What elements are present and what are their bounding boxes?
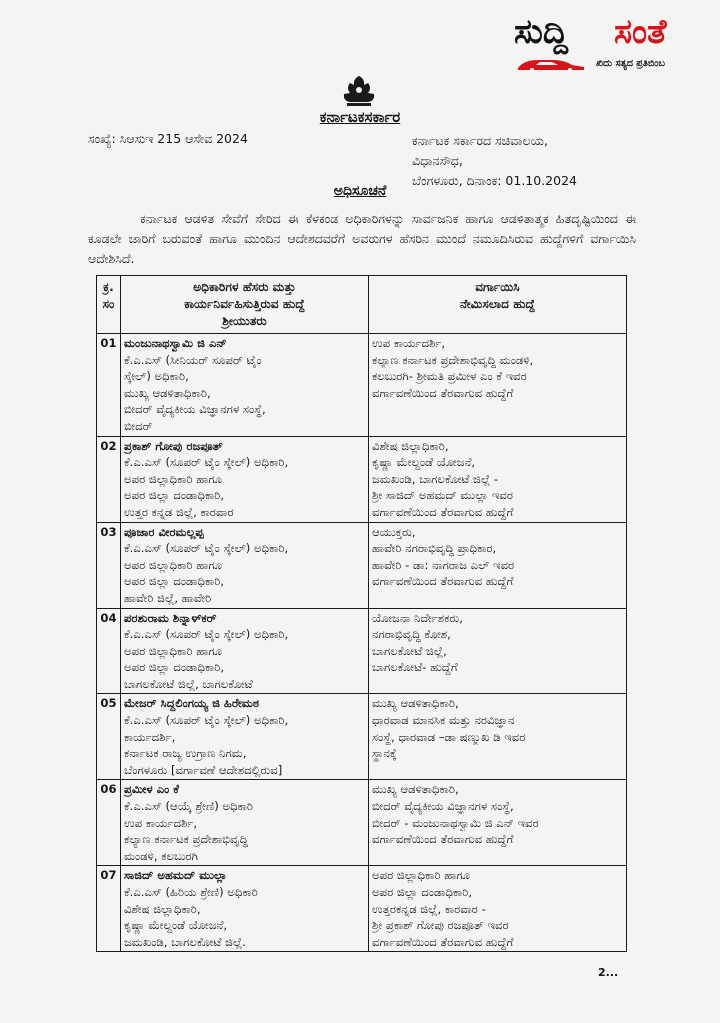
address-line: ಬೆಂಗಳೂರು, ದಿನಾಂಕ: 01.10.2024 <box>412 173 577 188</box>
new-posting <box>369 608 627 694</box>
header-new-posting: ವರ್ಗಾಯಿಸಿ ನೇಮಿಸಲಾದ ಹುದ್ದೆ <box>369 276 627 334</box>
new-posting-line: ಬೀದರ್ - ಮಂಜುನಾಥಸ್ವಾಮಿ ಜಿ ಎನ್ ಇವರ <box>372 815 539 830</box>
secretariat-address <box>412 131 577 191</box>
table-row <box>97 866 627 952</box>
officer-current-post <box>121 436 369 522</box>
government-title: ಕರ್ನಾಟಕಸರ್ಕಾರ <box>319 108 401 126</box>
current-post-line: ಬೀದರ್ <box>124 418 153 433</box>
current-post-line: ಕರ್ನಾಟಕ ರಾಜ್ಯ ಉಗ್ರಾಣ ನಿಗಮ, <box>124 746 247 761</box>
new-posting-line: ನಗರಾಭಿವೃದ್ಧಿ ಕೋಶ, <box>372 627 451 642</box>
current-post-line: ಅಪರ ಜಿಲ್ಲಾಧಿಕಾರಿ ಹಾಗೂ <box>124 557 223 572</box>
current-post-line: ಅಪರ ಜಿಲ್ಲಾಧಿಕಾರಿ ಹಾಗೂ <box>124 471 223 486</box>
state-emblem-icon <box>338 74 380 108</box>
current-post-line: ಕೆ.ಎ.ಎಸ್ (ಸೂಪರ್ ಟೈಂ ಸ್ಕೇಲ್) ಅಧಿಕಾರಿ, <box>124 627 289 642</box>
table-body <box>97 334 627 952</box>
current-post-line: ಕಾರ್ಯದರ್ಶಿ, <box>124 729 176 744</box>
table-row <box>97 694 627 780</box>
serial-number: 07 <box>97 866 121 952</box>
new-posting-line: ಧಾರವಾಡ ಮಾನಸಿಕ ಮತ್ತು ನರವಿಜ್ಞಾನ <box>372 713 515 728</box>
new-posting-line: ಮುಖ್ಯ ಆಡಳಿತಾಧಿಕಾರಿ, <box>372 696 459 711</box>
current-post-line: ಉತ್ತರ ಕನ್ನಡ ಜಿಲ್ಲೆ, ಕಾರವಾರ <box>124 504 234 519</box>
new-posting-line: ಕಲಬುರಗಿ- ಶ್ರೀಮತಿ ಪ್ರಮೀಳ ಎಂ ಕೆ ಇವರ <box>372 369 527 384</box>
new-posting-line: ಬಾಗಲಕೋಟೆ- ಹುದ್ದೆಗೆ <box>372 660 458 675</box>
current-post-line: ಕೆ.ಎ.ಎಸ್ (ಸೂಪರ್ ಟೈಂ ಸ್ಕೇಲ್) ಅಧಿಕಾರಿ, <box>124 713 289 728</box>
current-post-line: ಬಾಗಲಕೋಟೆ ಜಿಲ್ಲೆ, ಬಾಗಲಕೋಟೆ <box>124 676 253 691</box>
table-row <box>97 334 627 437</box>
new-posting-line: ಬೀದರ್ ವೈದ್ಯಕೀಯ ವಿಜ್ಞಾನಗಳ ಸಂಸ್ಥೆ, <box>372 799 514 814</box>
current-post-line: ಅಪರ ಜಿಲ್ಲಾ ದಂಡಾಧಿಕಾರಿ, <box>124 574 225 589</box>
current-post-line: ಅಪರ ಜಿಲ್ಲಾ ದಂಡಾಧಿಕಾರಿ, <box>124 660 225 675</box>
new-posting-line: ಹಾವೇರಿ ನಗರಾಭಿವೃದ್ಧಿ ಪ್ರಾಧಿಕಾರ, <box>372 541 497 556</box>
logo-word-2: ಸಂತೆ <box>614 12 667 52</box>
new-posting-line: ಸಂಸ್ಥೆ, ಧಾರವಾಡ –ಡಾ ಷಣ್ಮುಖ ಡಿ ಇವರ <box>372 729 526 744</box>
table-row <box>97 780 627 866</box>
new-posting-line: ವರ್ಗಾವಣೆಯಿಂದ ತೆರವಾಗುವ ಹುದ್ದೆಗೆ <box>372 934 514 949</box>
serial-number: 06 <box>97 780 121 866</box>
table-row <box>97 608 627 694</box>
new-posting-line: ವರ್ಗಾವಣೆಯಿಂದ ತೆರವಾಗುವ ಹುದ್ದೆಗೆ <box>372 574 514 589</box>
current-post-line: ಅಪರ ಜಿಲ್ಲಾ ದಂಡಾಧಿಕಾರಿ, <box>124 488 225 503</box>
new-posting-line: ಶ್ರೀ ಪ್ರಕಾಶ್ ಗೋಪು ರಜಪೂತ್ ಇವರ <box>372 918 509 933</box>
current-post-line: ಸ್ಕೇಲ್) ಅಧಿಕಾರಿ, <box>124 369 189 384</box>
new-posting <box>369 780 627 866</box>
officer-name: ಪೂಜಾರ ವೀರಮಲ್ಲಪ್ಪ <box>124 524 204 539</box>
address-line: ಕರ್ನಾಟಕ ಸರ್ಕಾರದ ಸಚಿವಾಲಯ, <box>412 133 548 148</box>
logo-word-1: ಸುದ್ದಿ <box>514 12 568 52</box>
table-header-row <box>97 276 627 334</box>
current-post-line: ಹಾವೇರಿ ಜಿಲ್ಲೆ, ಹಾವೇರಿ <box>124 590 212 605</box>
new-posting-line: ಶ್ರೀ ಸಾಜಿದ್ ಅಹಮದ್ ಮುಲ್ಲಾ ಇವರ <box>372 488 513 503</box>
current-post-line: ಕೆ.ಎ.ಎಸ್ (ಆಯ್ಕೆ ಶ್ರೇಣಿ) ಅಧಿಕಾರಿ <box>124 799 253 814</box>
current-post-line: ಕೃಷ್ಣಾ ಮೇಲ್ದಂಡೆ ಯೋಜನೆ, <box>124 918 228 933</box>
officer-name: ಸಾಜಿದ್ ಅಹಮದ್ ಮುಲ್ಲಾ <box>124 868 228 883</box>
current-post-line: ಮುಖ್ಯ ಆಡಳಿತಾಧಿಕಾರಿ, <box>124 385 211 400</box>
transfer-table <box>96 275 627 952</box>
new-posting <box>369 436 627 522</box>
officer-name: ಮೇಜರ್ ಸಿದ್ದಲಿಂಗಯ್ಯ ಜಿ ಹಿರೇಮಠ <box>124 696 259 711</box>
order-number: ಸಂಖ್ಯೆ: ಸಿಆಸುಇ 215 ಆಸೇವ 2024 <box>88 131 248 146</box>
officer-current-post <box>121 334 369 437</box>
new-posting-line: ವಿಶೇಷ ಜಿಲ್ಲಾಧಿಕಾರಿ, <box>372 438 449 453</box>
serial-number: 01 <box>97 334 121 437</box>
officer-current-post <box>121 608 369 694</box>
suddi-sante-logo <box>508 12 714 78</box>
new-posting-line: ವರ್ಗಾವಣೆಯಿಂದ ತೆರವಾಗುವ ಹುದ್ದೆಗೆ <box>372 832 514 847</box>
new-posting <box>369 866 627 952</box>
page-number: 2... <box>598 966 619 979</box>
officer-name: ಮಂಜುನಾಥಸ್ವಾಮಿ ಜಿ ಎನ್ <box>124 336 227 350</box>
new-posting-line: ಸ್ಥಾನಕ್ಕೆ <box>372 746 397 761</box>
current-post-line: ಜಮಖಂಡಿ, ಬಾಗಲಕೋಟೆ ಜಿಲ್ಲೆ. <box>124 934 246 949</box>
officer-current-post <box>121 694 369 780</box>
serial-number: 04 <box>97 608 121 694</box>
new-posting-line: ಬಾಗಲಕೋಟೆ ಜಿಲ್ಲೆ, <box>372 643 447 658</box>
current-post-line: ವಿಶೇಷ ಜಿಲ್ಲಾಧಿಕಾರಿ, <box>124 901 201 916</box>
address-line: ವಿಧಾನಸೌಧ, <box>412 153 463 168</box>
new-posting-line: ಮುಖ್ಯ ಆಡಳಿತಾಧಿಕಾರಿ, <box>372 782 459 797</box>
current-post-line: ಅಪರ ಜಿಲ್ಲಾಧಿಕಾರಿ ಹಾಗೂ <box>124 643 223 658</box>
current-post-line: ಕೆ.ಎ.ಎಸ್ (ಸೀನಿಯರ್ ಸೂಪರ್ ಟೈಂ <box>124 352 262 367</box>
new-posting <box>369 522 627 608</box>
officer-name: ಪ್ರಮೀಳ ಎಂ ಕೆ <box>124 782 179 797</box>
new-posting-line: ಉತ್ತರಕನ್ನಡ ಜಿಲ್ಲೆ, ಕಾರವಾರ - <box>372 901 486 916</box>
officer-name: ಪ್ರಕಾಶ್ ಗೋಪು ರಜಪೂತ್ <box>124 438 223 453</box>
current-post-line: ಕಲ್ಯಾಣ ಕರ್ನಾಟಕ ಪ್ರದೇಶಾಭಿವೃದ್ಧಿ <box>124 832 249 847</box>
current-post-line: ಬೆಂಗಳೂರು [ವರ್ಗಾವಣೆ ಆದೇಶದಲ್ಲಿರುವ] <box>124 762 283 777</box>
current-post-line: ಕೆ.ಎ.ಎಸ್ (ಸೂಪರ್ ಟೈಂ ಸ್ಕೇಲ್) ಅಧಿಕಾರಿ, <box>124 455 289 470</box>
current-post-line: ಬೀದರ್ ವೈದ್ಯಕೀಯ ವಿಜ್ಞಾನಗಳ ಸಂಸ್ಥೆ, <box>124 402 266 417</box>
notification-intro: ಕರ್ನಾಟಕ ಆಡಳಿತ ಸೇವೆಗೆ ಸೇರಿದ ಈ ಕೆಳಕಂಡ ಅಧಿಕಾರಿಗಳನ್ನು ಸಾರ್ವಜನಿಕ ಹಾಗೂ ಆಡಳಿತಾತ್ಮಕ ಹಿತದೃಷ್ಟಿಯಿಂದ ಈ ಕೂಡಲೇ ಜಾರಿಗೆ ಬರುವಂತೆ ಹಾಗೂ ಮುಂದಿನ ಆದೇಶದವರೆಗೆ ಅವರುಗಳ ಹೆಸರಿನ ಮುಂದೆ ನಮೂದಿಸಿರುವ ಹುದ್ದೆಗಳಿಗೆ ವರ್ಗಾಯಿಸಿ ಆದೇಶಿಸಿದೆ. <box>88 211 636 266</box>
new-posting <box>369 334 627 437</box>
officer-name: ಪರಶುರಾಮ ಶಿನ್ನಾಳ್‌ಕರ್ <box>124 610 217 625</box>
current-post-line: ಉಪ ಕಾರ್ಯದರ್ಶಿ, <box>124 815 198 830</box>
new-posting-line: ಕಲ್ಯಾಣ ಕರ್ನಾಟಕ ಪ್ರದೇಶಾಭಿವೃದ್ಧಿ ಮಂಡಳಿ, <box>372 352 534 367</box>
new-posting-line: ಕೃಷ್ಣಾ ಮೇಲ್ದಂಡೆ ಯೋಜನೆ, <box>372 455 476 470</box>
table-row <box>97 522 627 608</box>
new-posting-line: ಯೋಜನಾ ನಿರ್ದೇಶಕರು, <box>372 610 463 625</box>
new-posting-line: ಆಯುಕ್ತರು, <box>372 524 416 539</box>
header-officer: ಅಧಿಕಾರಿಗಳ ಹೆಸರು ಮತ್ತು ಕಾರ್ಯನಿರ್ವಹಿಸುತ್ತಿರುವ ಹುದ್ದೆ ಶ್ರೀಯುತರು <box>121 276 369 334</box>
current-post-line: ಮಂಡಳಿ, ಕಲಬುರಗಿ <box>124 848 198 863</box>
serial-number: 05 <box>97 694 121 780</box>
new-posting <box>369 694 627 780</box>
new-posting-line: ವರ್ಗಾವಣೆಯಿಂದ ತೆರವಾಗುವ ಹುದ್ದೆಗೆ <box>372 504 514 519</box>
logo-tagline: ಖಿದು ಸತ್ಯದ ಪ್ರತಿಬಿಂಬ <box>596 58 665 69</box>
notification-title: ಅಧಿಸೂಚನೆ <box>333 183 387 199</box>
officer-current-post <box>121 780 369 866</box>
header-serial: ಕ್ರ. ಸಂ <box>97 276 121 334</box>
serial-number: 02 <box>97 436 121 522</box>
new-posting-line: ಅಪರ ಜಿಲ್ಲಾ ದಂಡಾಧಿಕಾರಿ, <box>372 885 473 899</box>
new-posting-line: ಅಪರ ಜಿಲ್ಲಾಧಿಕಾರಿ ಹಾಗೂ <box>372 868 471 883</box>
current-post-line: ಕೆ.ಎ.ಎಸ್ (ಸೂಪರ್ ಟೈಂ ಸ್ಕೇಲ್) ಅಧಿಕಾರಿ, <box>124 541 289 556</box>
serial-number: 03 <box>97 522 121 608</box>
current-post-line: ಕೆ.ಎ.ಎಸ್ (ಹಿರಿಯ ಶ್ರೇಣಿ) ಅಧಿಕಾರಿ <box>124 885 258 899</box>
new-posting-line: ವರ್ಗಾವಣೆಯಿಂದ ತೆರವಾಗುವ ಹುದ್ದೆಗೆ <box>372 385 514 400</box>
table-row <box>97 436 627 522</box>
car-icon <box>514 56 588 72</box>
officer-current-post <box>121 522 369 608</box>
new-posting-line: ಜಮಖಂಡಿ, ಬಾಗಲಕೋಟೆ ಜಿಲ್ಲೆ - <box>372 471 499 486</box>
new-posting-line: ಹಾವೇರಿ - ಡಾ: ನಾಗರಾಜ ಎಲ್ ಇವರ <box>372 557 515 572</box>
officer-current-post <box>121 866 369 952</box>
new-posting-line: ಉಪ ಕಾರ್ಯದರ್ಶಿ, <box>372 336 446 350</box>
